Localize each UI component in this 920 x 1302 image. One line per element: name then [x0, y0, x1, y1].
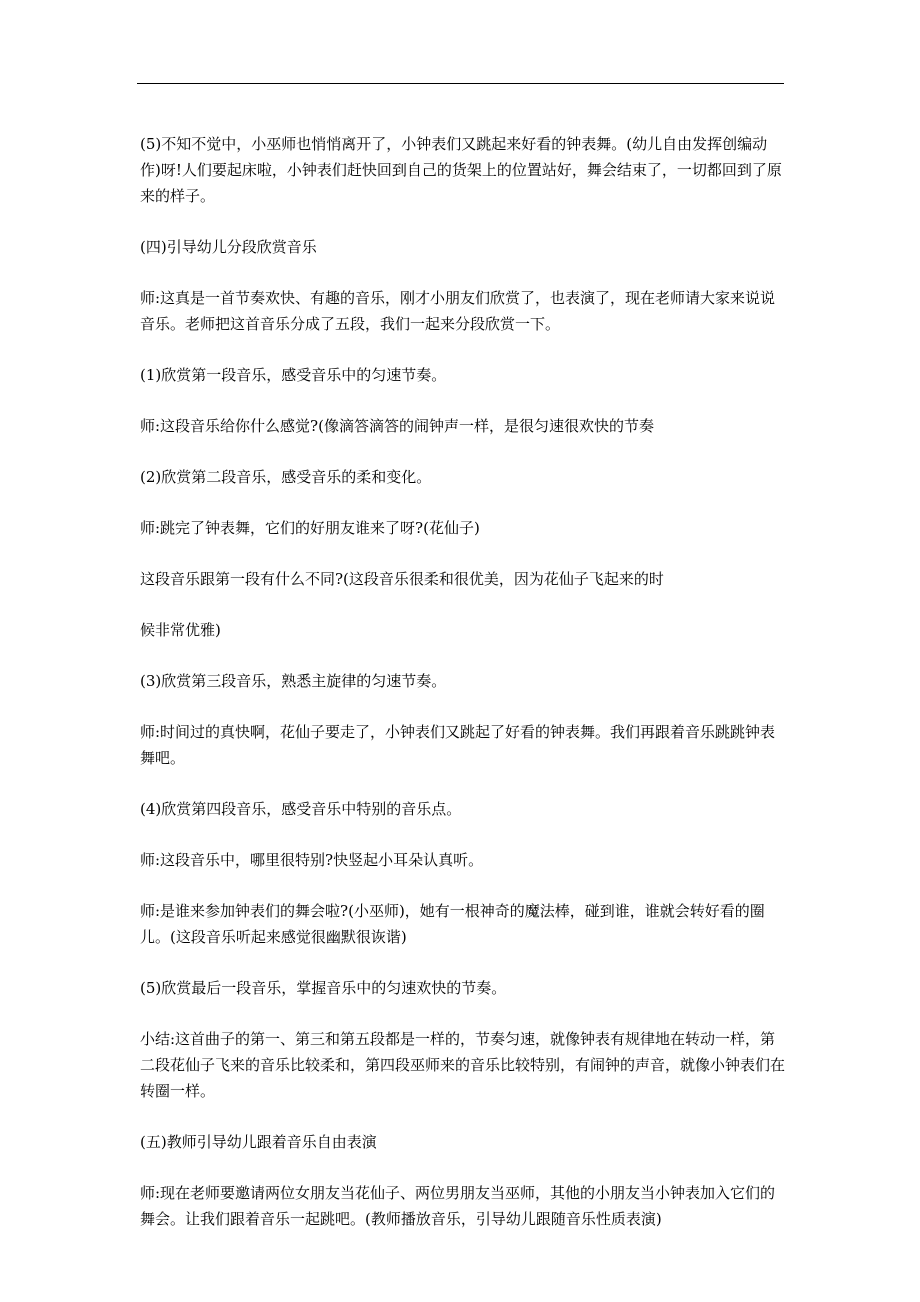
step-3-teacher: 师:时间过的真快啊，花仙子要走了，小钟表们又跳起了好看的钟表舞。我们再跟着音乐跳跳钟表舞吧。	[140, 723, 776, 767]
step-1-teacher: 师:这段音乐给你什么感觉?(像滴答滴答的闹钟声一样，是很匀速很欢快的节奏	[140, 417, 654, 435]
step-2-heading: (2)欣赏第二段音乐，感受音乐的柔和变化。	[140, 468, 432, 486]
step-2-question-cont: 候非常优雅)	[140, 621, 221, 639]
header-divider	[137, 83, 784, 84]
step-2-question: 这段音乐跟第一段有什么不同?(这段音乐很柔和很优美，因为花仙子飞起来的时	[140, 570, 664, 588]
paragraph-section-5-ending: (5)不知不觉中，小巫师也悄悄离开了，小钟表们又跳起来好看的钟表舞。(幼儿自由发挥创编动作)呀!人们要起床啦，小钟表们赶快回到自己的货架上的位置站好，舞会结束了，一切都回到了原来的样子。	[140, 135, 782, 205]
step-3-heading: (3)欣赏第三段音乐，熟悉主旋律的匀速节奏。	[140, 672, 447, 690]
paragraph-teacher-intro: 师:这真是一首节奏欢快、有趣的音乐，刚才小朋友们欣赏了，也表演了，现在老师请大家来说说音乐。老师把这首音乐分成了五段，我们一起来分段欣赏一下。	[140, 289, 776, 333]
summary-paragraph: 小结:这首曲子的第一、第三和第五段都是一样的，节奏匀速，就像钟表有规律地在转动一样，第二段花仙子飞来的音乐比较柔和，第四段巫师来的音乐比较特别，有闹钟的声音，就像小钟表们在转圈一样。	[140, 1030, 786, 1100]
step-2-teacher: 师:跳完了钟表舞，它们的好朋友谁来了呀?(花仙子)	[140, 519, 480, 537]
step-1-heading: (1)欣赏第一段音乐，感受音乐中的匀速节奏。	[140, 366, 447, 384]
step-4-heading: (4)欣赏第四段音乐，感受音乐中特别的音乐点。	[140, 800, 462, 818]
heading-part-5: (五)教师引导幼儿跟着音乐自由表演	[140, 1133, 377, 1151]
step-4-teacher-b: 师:是谁来参加钟表们的舞会啦?(小巫师)，她有一根神奇的魔法棒，碰到谁，谁就会转好看的圈儿。(这段音乐听起来感觉很幽默很诙谐)	[140, 902, 765, 946]
document-body	[140, 131, 785, 1257]
paragraph-teacher-invite: 师:现在老师要邀请两位女朋友当花仙子、两位男朋友当巫师，其他的小朋友当小钟表加入它们的舞会。让我们跟着音乐一起跳吧。(教师播放音乐，引导幼儿跟随音乐性质表演)	[140, 1184, 776, 1228]
step-4-teacher-a: 师:这段音乐中，哪里很特别?快竖起小耳朵认真听。	[140, 851, 484, 869]
step-5-heading: (5)欣赏最后一段音乐，掌握音乐中的匀速欢快的节奏。	[140, 979, 507, 997]
heading-part-4: (四)引导幼儿分段欣赏音乐	[140, 238, 317, 256]
